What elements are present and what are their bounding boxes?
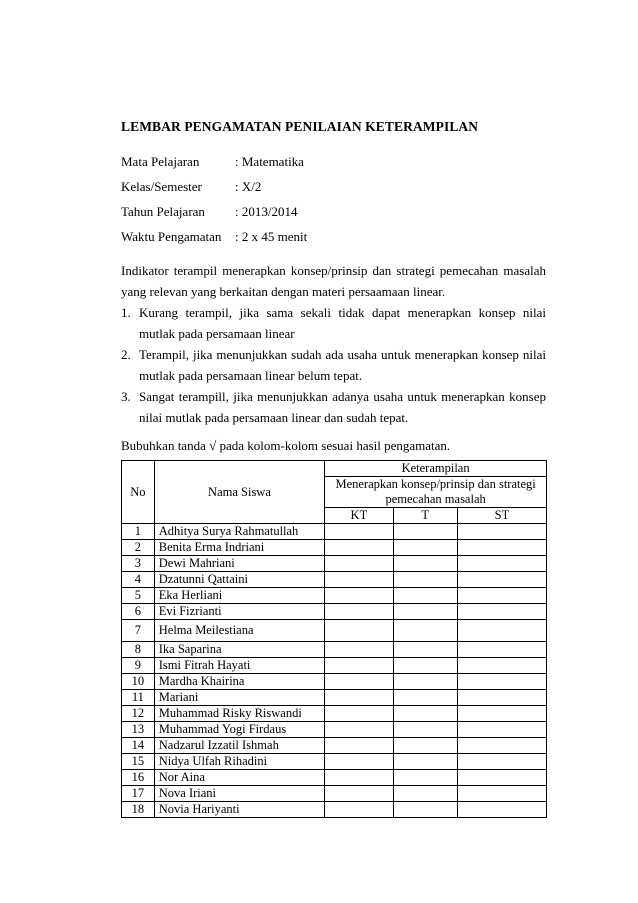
student-name: Nidya Ulfah Rihadini: [154, 754, 324, 770]
header-subgroup: Menerapkan konsep/prinsip dan strategi pemecahan masalah: [325, 477, 547, 508]
cell-kt[interactable]: [325, 620, 393, 642]
cell-kt[interactable]: [325, 642, 393, 658]
header-name: Nama Siswa: [154, 461, 324, 524]
indicator-text: Indikator terampil menerapkan konsep/prinsip dan strategi pemecahan masalah yang relevan yang berkaitan dengan materi persaamaan linear.: [121, 263, 546, 299]
table-row: [122, 620, 547, 642]
row-number: 9: [122, 658, 155, 674]
info-value: : 2013/2014: [235, 204, 298, 219]
cell-t[interactable]: [393, 604, 457, 620]
info-label: Tahun Pelajaran: [121, 204, 205, 219]
criteria-text: Terampil, jika menunjukkan sudah ada usaha untuk menerapkan konsep nilai mutlak pada persamaan linear belum tepat.: [139, 347, 546, 383]
student-name: Ika Saparina: [154, 642, 324, 658]
info-block: [121, 149, 307, 249]
row-number: 12: [122, 706, 155, 722]
cell-kt[interactable]: [325, 524, 393, 540]
table-row: [122, 802, 547, 818]
cell-t[interactable]: [393, 588, 457, 604]
table-row: [122, 556, 547, 572]
table-row: [122, 754, 547, 770]
table-row: [122, 642, 547, 658]
cell-kt[interactable]: [325, 738, 393, 754]
student-name: Muhammad Risky Riswandi: [154, 706, 324, 722]
row-number: 5: [122, 588, 155, 604]
row-number: 16: [122, 770, 155, 786]
cell-kt[interactable]: [325, 674, 393, 690]
cell-t[interactable]: [393, 572, 457, 588]
table-row: [122, 786, 547, 802]
cell-kt[interactable]: [325, 786, 393, 802]
info-value: : 2 x 45 menit: [235, 229, 308, 244]
cell-t[interactable]: [393, 690, 457, 706]
criteria-number: 1.: [121, 305, 131, 320]
cell-st[interactable]: [457, 524, 546, 540]
cell-t[interactable]: [393, 674, 457, 690]
criteria-item: [121, 302, 546, 344]
instruction-text: Bubuhkan tanda √ pada kolom-kolom sesuai hasil pengamatan.: [121, 438, 451, 453]
student-name: Dewi Mahriani: [154, 556, 324, 572]
cell-st[interactable]: [457, 572, 546, 588]
cell-t[interactable]: [393, 642, 457, 658]
cell-kt[interactable]: [325, 706, 393, 722]
cell-st[interactable]: [457, 642, 546, 658]
criteria-item: [121, 386, 546, 428]
cell-st[interactable]: [457, 604, 546, 620]
criteria-number: 3.: [121, 389, 131, 404]
cell-t[interactable]: [393, 620, 457, 642]
cell-st[interactable]: [457, 738, 546, 754]
row-number: 18: [122, 802, 155, 818]
cell-st[interactable]: [457, 540, 546, 556]
cell-kt[interactable]: [325, 658, 393, 674]
page-title: LEMBAR PENGAMATAN PENILAIAN KETERAMPILAN: [121, 119, 479, 134]
header-st: ST: [457, 508, 546, 524]
info-row-class: [121, 174, 307, 199]
cell-st[interactable]: [457, 674, 546, 690]
cell-t[interactable]: [393, 738, 457, 754]
header-kt: KT: [325, 508, 393, 524]
cell-st[interactable]: [457, 706, 546, 722]
cell-st[interactable]: [457, 658, 546, 674]
cell-kt[interactable]: [325, 690, 393, 706]
table-body: [122, 524, 547, 818]
row-number: 11: [122, 690, 155, 706]
cell-st[interactable]: [457, 690, 546, 706]
student-name: Muhammad Yogi Firdaus: [154, 722, 324, 738]
cell-st[interactable]: [457, 770, 546, 786]
info-row-subject: [121, 149, 307, 174]
cell-t[interactable]: [393, 706, 457, 722]
table-row: [122, 658, 547, 674]
criteria-item: [121, 344, 546, 386]
table-row: [122, 722, 547, 738]
row-number: 4: [122, 572, 155, 588]
assessment-table: [121, 460, 547, 818]
row-number: 10: [122, 674, 155, 690]
row-number: 13: [122, 722, 155, 738]
info-row-time: [121, 224, 307, 249]
table-row: [122, 604, 547, 620]
cell-kt[interactable]: [325, 588, 393, 604]
student-name: Benita Erma Indriani: [154, 540, 324, 556]
info-label: Mata Pelajaran: [121, 154, 200, 169]
header-no: No: [122, 461, 155, 524]
student-name: Novia Hariyanti: [154, 802, 324, 818]
indicator-section: [121, 260, 546, 428]
student-name: Evi Fizrianti: [154, 604, 324, 620]
table-row: [122, 674, 547, 690]
cell-st[interactable]: [457, 786, 546, 802]
student-name: Adhitya Surya Rahmatullah: [154, 524, 324, 540]
row-number: 8: [122, 642, 155, 658]
row-number: 17: [122, 786, 155, 802]
table-row: [122, 588, 547, 604]
table-row: [122, 540, 547, 556]
criteria-list: [121, 302, 546, 428]
row-number: 6: [122, 604, 155, 620]
header-group: Keterampilan: [325, 461, 547, 477]
criteria-text: Sangat terampill, jika menunjukkan adanya usaha untuk menerapkan konsep nilai mutlak pada persamaan linear dan sudah tepat.: [139, 389, 546, 425]
info-label: Waktu Pengamatan: [121, 229, 222, 244]
row-number: 14: [122, 738, 155, 754]
cell-t[interactable]: [393, 524, 457, 540]
info-value: : X/2: [235, 179, 262, 194]
cell-t[interactable]: [393, 540, 457, 556]
info-row-year: [121, 199, 307, 224]
cell-t[interactable]: [393, 786, 457, 802]
student-name: Eka Herliani: [154, 588, 324, 604]
cell-kt[interactable]: [325, 770, 393, 786]
cell-st[interactable]: [457, 588, 546, 604]
cell-t[interactable]: [393, 722, 457, 738]
cell-kt[interactable]: [325, 540, 393, 556]
cell-kt[interactable]: [325, 722, 393, 738]
student-name: Nova Iriani: [154, 786, 324, 802]
row-number: 15: [122, 754, 155, 770]
student-name: Mardha Khairina: [154, 674, 324, 690]
row-number: 2: [122, 540, 155, 556]
table-row: [122, 770, 547, 786]
student-name: Mariani: [154, 690, 324, 706]
cell-t[interactable]: [393, 770, 457, 786]
cell-kt[interactable]: [325, 572, 393, 588]
student-name: Helma Meilestiana: [154, 620, 324, 642]
cell-st[interactable]: [457, 802, 546, 818]
cell-st[interactable]: [457, 754, 546, 770]
cell-st[interactable]: [457, 556, 546, 572]
table-row: [122, 706, 547, 722]
cell-kt[interactable]: [325, 604, 393, 620]
cell-kt[interactable]: [325, 754, 393, 770]
cell-t[interactable]: [393, 802, 457, 818]
student-name: Ismi Fitrah Hayati: [154, 658, 324, 674]
table-row: [122, 572, 547, 588]
cell-t[interactable]: [393, 658, 457, 674]
header-t: T: [393, 508, 457, 524]
table-row: [122, 690, 547, 706]
student-name: Nadzarul Izzatil Ishmah: [154, 738, 324, 754]
row-number: 3: [122, 556, 155, 572]
info-value: : Matematika: [235, 154, 304, 169]
row-number: 1: [122, 524, 155, 540]
cell-st[interactable]: [457, 722, 546, 738]
table-row: [122, 738, 547, 754]
cell-st[interactable]: [457, 620, 546, 642]
cell-t[interactable]: [393, 754, 457, 770]
student-name: Nor Aina: [154, 770, 324, 786]
row-number: 7: [122, 620, 155, 642]
criteria-number: 2.: [121, 347, 131, 362]
student-name: Dzatunni Qattaini: [154, 572, 324, 588]
criteria-text: Kurang terampil, jika sama sekali tidak dapat menerapkan konsep nilai mutlak pada persamaan linear: [139, 305, 546, 341]
cell-kt[interactable]: [325, 556, 393, 572]
table-row: [122, 524, 547, 540]
cell-t[interactable]: [393, 556, 457, 572]
info-label: Kelas/Semester: [121, 179, 202, 194]
cell-kt[interactable]: [325, 802, 393, 818]
